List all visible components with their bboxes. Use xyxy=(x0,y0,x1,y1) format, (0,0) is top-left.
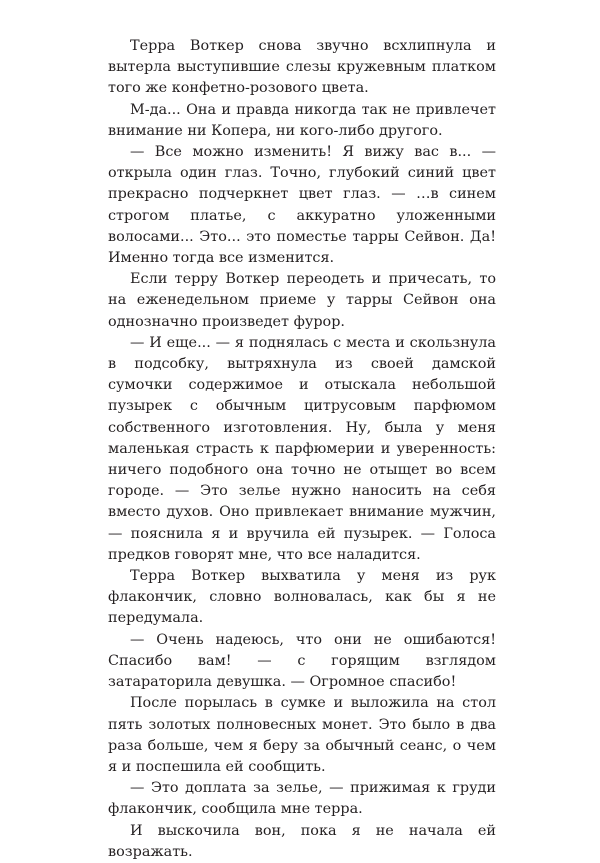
paragraph-9: — Это доплата за зелье, — прижимая к груди флакончик, сообщила мне терра. xyxy=(108,780,496,818)
paragraph-7: — Очень надеюсь, что они не ошибаются! Спасибо вам! — с горящим взглядом затараторила девушка. — Огромное спасибо! xyxy=(108,631,496,691)
paragraph-1: Терра Воткер снова звучно всхлипнула и вытерла выступившие слезы кружевным платком того же конфетно-розового цвета. xyxy=(108,38,496,97)
paragraph-3: — Все можно изменить! Я вижу вас в... — открыла один глаз. Точно, глубокий синий цвет прекрасно подчеркнет цвет глаз. — …в синем строгом платье, с аккуратно уложенными волосами... Это... это поместье тарры Сейвон. Да! Именно тогда все изменится. xyxy=(108,144,496,267)
paragraph-8: После порылась в сумке и выложила на стол пять золотых полновесных монет. Это было в два раза больше, чем я беру за обычный сеанс, о чем я и поспешила ей сообщить. xyxy=(108,695,496,775)
paragraph-6: Терра Воткер выхватила у меня из рук флакончик, словно волновалась, как бы я не передумала. xyxy=(108,568,496,627)
paragraph-10: И выскочила вон, пока я не начала ей возражать. xyxy=(108,822,496,860)
paragraph-5: — И еще... — я поднялась с места и скользнула в подсобку, вытряхнула из своей дамской сумочки содержимое и отыскала небольшой пузырек с обычным цитрусовым парфюмом собственного изготовления. Ну, была у меня маленькая страсть к парфюмерии и уверенность: ничего подобного она точно не отыщет во всем городе. — Это зелье нужно наносить на себя вместо духов. Оно привлекает внимание мужчин, — пояснила я и вручила ей пузырек. — Голоса предков говорят мне, что все наладится. xyxy=(108,334,496,563)
paragraph-4: Если терру Воткер переодеть и причесать, то на еженедельном приеме у тарры Сейвон она однозначно произведет фурор. xyxy=(108,271,496,330)
page-text xyxy=(108,36,496,863)
paragraph-2: М-да... Она и правда никогда так не привлечет внимание ни Копера, ни кого-либо другого. xyxy=(108,101,496,139)
